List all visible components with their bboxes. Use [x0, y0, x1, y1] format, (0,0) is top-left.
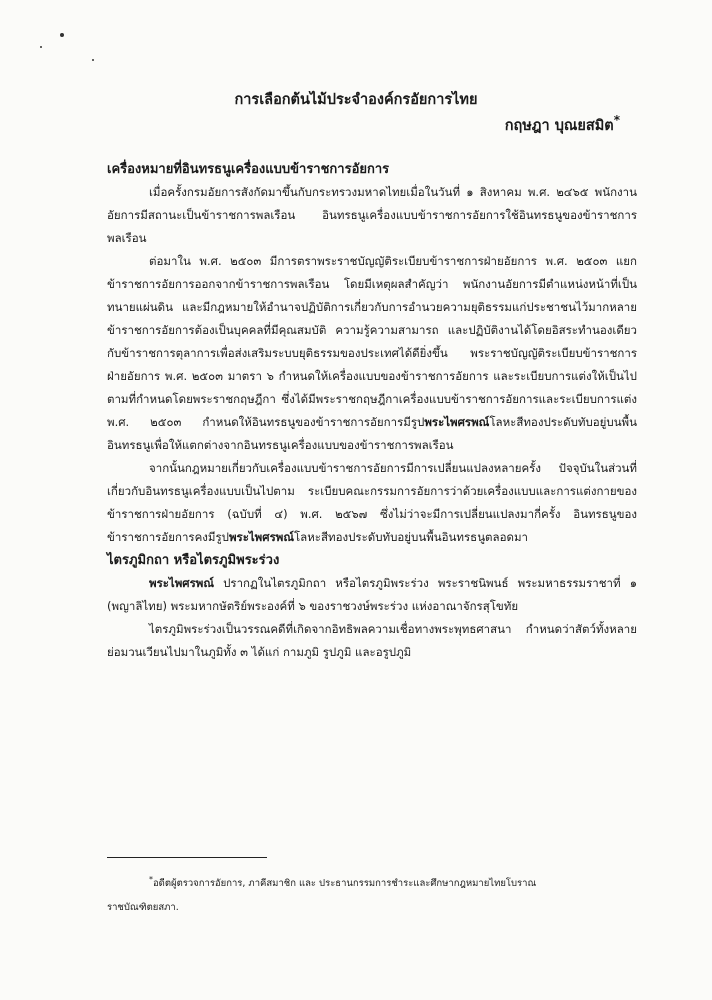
paragraph: [107, 250, 637, 457]
footnote: [107, 868, 637, 920]
section-heading: เครื่องหมายที่อินทรธนูเครื่องแบบข้าราชการอัยการ: [107, 162, 390, 177]
paragraph: [107, 618, 637, 664]
document-title: การเลือกต้นไม้ประจำองค์กรอัยการไทย: [234, 92, 478, 108]
bold-term: พระไพศรพณ์: [228, 530, 294, 544]
paragraph-text: โลหะสีทองประดับทับอยู่บนพื้นอินทรธนูตลอดมา: [294, 530, 528, 544]
scan-speck: [40, 46, 42, 48]
bold-term: พระไพศรพณ์: [149, 576, 215, 590]
footnote-text: อดีตผู้ตรวจการอัยการ, ภาคีสมาชิก และ ประธานกรรมการชำระและศึกษากฎหมายไทยโบราณ: [152, 878, 537, 890]
paragraph-text: ปรากฏในไตรภูมิกถา หรือไตรภูมิพระร่วง พระราชนิพนธ์ พระมหาธรรมราชาที่ ๑ (พญาลิไทย) พระมหากษัตริย์พระองค์ที่ ๖ ของราชวงษ์พระร่วง แห่งอาณาจักรสุโขทัย: [107, 576, 637, 613]
footnote-line: [107, 868, 637, 896]
footnote-text: ราชบัณฑิตยสภา.: [107, 902, 179, 914]
footnote-line: [107, 896, 637, 920]
paragraph-text: ต่อมาใน พ.ศ. ๒๕๐๓ มีการตราพระราชบัญญัติระเบียบข้าราชการฝ่ายอัยการ พ.ศ. ๒๕๐๓ แยกข้าราชการอัยการออกจากข้าราชการพลเรือน โดยมีเหตุผลสำคัญว่า พนักงานอัยการมีตำแหน่งหน้าที่เป็นทนายแผ่นดิน และมีกฎหมายให้อำนาจปฏิบัติการเกี่ยวกับการอำนวยความยุติธรรมแก่ประชาชนไว้มากหลาย ข้าราชการอัยการต้องเป็นบุคคลที่มีคุณสมบัติ ความรู้ความสามารถ และปฏิบัติงานได้โดยอิสระทำนองเดียวกับข้าราชการตุลาการเพื่อส่งเสริมระบบยุติธรรมของประเทศได้ดียิ่งขึ้น พระราชบัญญัติระเบียบข้าราชการฝ่ายอัยการ พ.ศ. ๒๕๐๓ มาตรา ๖ กำหนดให้เครื่องแบบของข้าราชการอัยการ และระเบียบการแต่งให้เป็นไปตามที่กำหนดโดยพระราชกฤษฎีกา ซึ่งได้มีพระราชกฤษฎีกาเครื่องแบบข้าราชการอัยการและระเบียบการแต่ง พ.ศ. ๒๕๐๓ กำหนดให้อินทรธนูของข้าราชการอัยการมีรูป: [107, 254, 637, 429]
author-line: [505, 113, 620, 137]
scan-speck: [60, 33, 64, 37]
scan-speck: [92, 59, 94, 61]
footnote-mark: *: [149, 875, 153, 884]
paragraph: [107, 181, 637, 250]
paragraph-text: โลหะสีทองประดับทับอยู่บนพื้นอินทรธนูเพื่อให้แตกต่างจากอินทรธนูเครื่องแบบของข้าราชการพลเรือน: [107, 415, 637, 452]
paragraph: [107, 572, 637, 618]
paragraph: [107, 457, 637, 549]
section-heading: ไตรภูมิกถา หรือไตรภูมิพระร่วง: [107, 553, 280, 568]
paragraph-text: ไตรภูมิพระร่วงเป็นวรรณคดีที่เกิดจากอิทธิพลความเชื่อทางพระพุทธศาสนา กำหนดว่าสัตว์ทั้งหลายย่อมวนเวียนไปมาในภูมิทั้ง ๓ ได้แก่ กามภูมิ รูปภูมิ และอรูปภูมิ: [107, 622, 637, 659]
bold-term: พระไพศรพณ์: [424, 415, 490, 429]
author-name: กฤษฎา บุณยสมิต: [504, 117, 614, 134]
document-body: [107, 158, 637, 664]
footnote-divider: [107, 857, 267, 858]
author-footnote-mark: *: [613, 113, 620, 127]
paragraph-text: จากนั้นกฎหมายเกี่ยวกับเครื่องแบบข้าราชการอัยการมีการเปลี่ยนแปลงหลายครั้ง ปัจจุบันในส่วนที่เกี่ยวกับอินทรธนูเครื่องแบบเป็นไปตาม ระเบียบคณะกรรมการอัยการว่าด้วยเครื่องแบบและการแต่งกายของข้าราชการฝ่ายอัยการ (ฉบับที่ ๔) พ.ศ. ๒๕๖๗ ซึ่งไม่ว่าจะมีการเปลี่ยนแปลงมากี่ครั้ง อินทรธนูของข้าราชการอัยการคงมีรูป: [107, 461, 637, 544]
paragraph-text: เมื่อครั้งกรมอัยการสังกัดมาขึ้นกับกระทรวงมหาดไทยเมื่อในวันที่ ๑ สิงหาคม พ.ศ. ๒๔๖๕ พนักงานอัยการมีสถานะเป็นข้าราชการพลเรือน อินทรธนูเครื่องแบบข้าราชการอัยการใช้อินทรธนูของข้าราชการพลเรือน: [107, 185, 637, 245]
